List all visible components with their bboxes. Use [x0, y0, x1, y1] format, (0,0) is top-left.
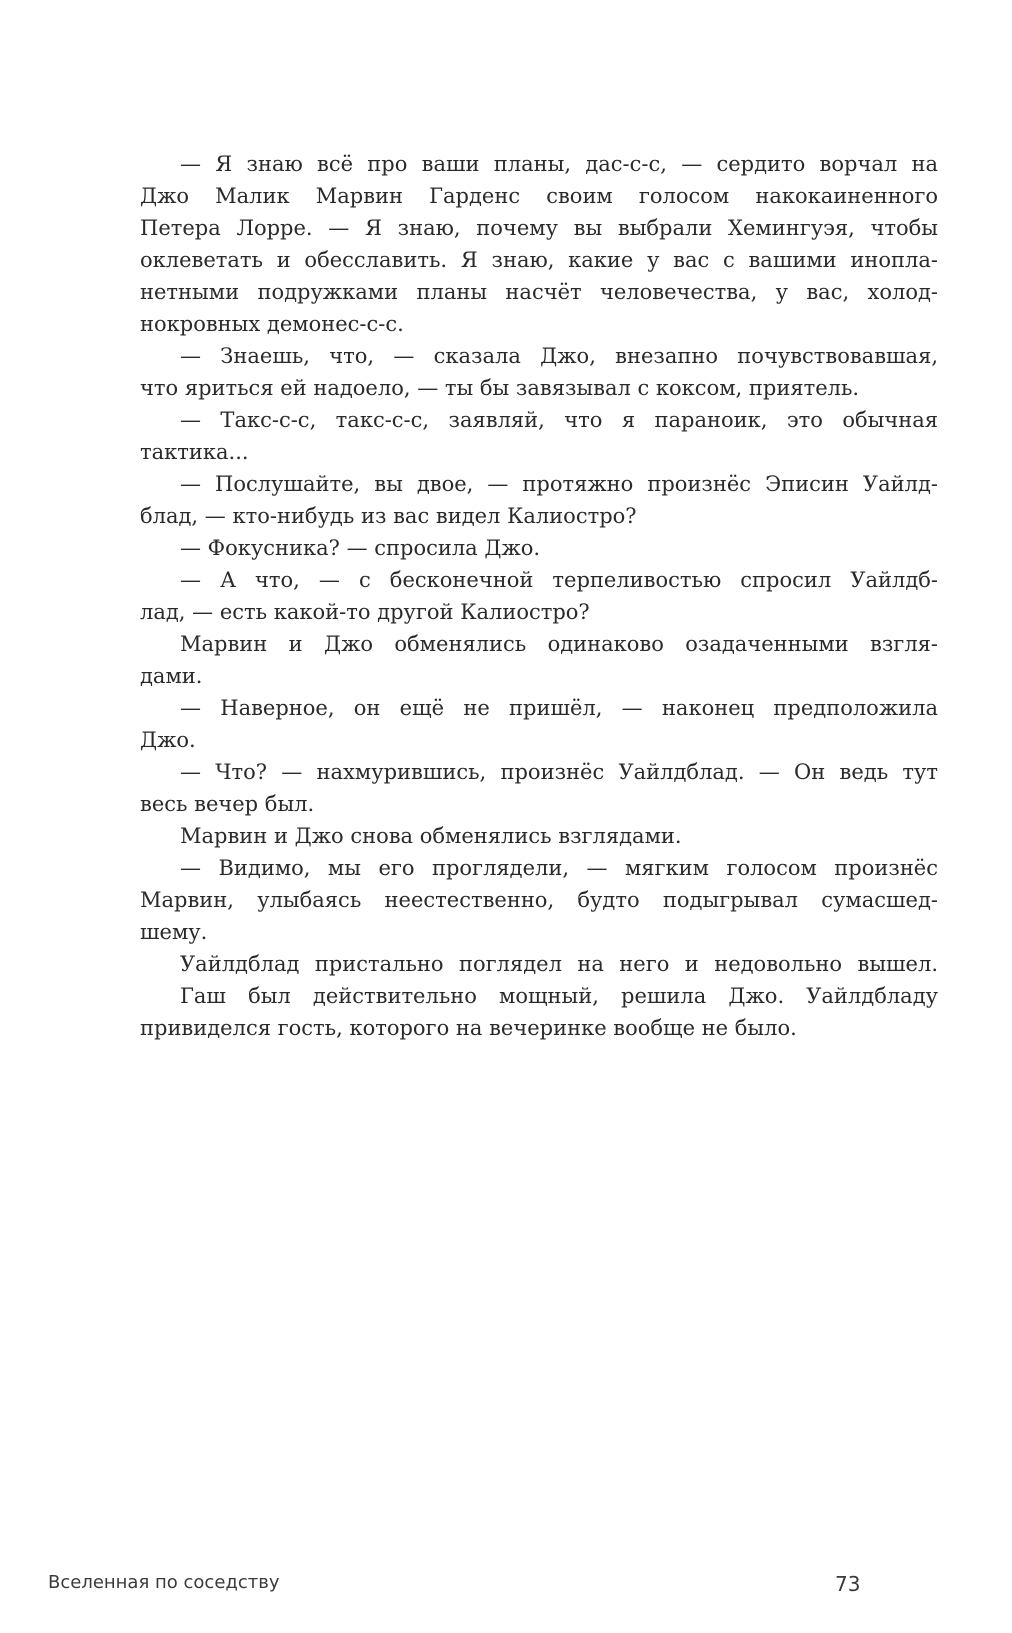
text-line: нокровных демонес-с-с.	[140, 312, 404, 336]
text-line: — Такс-с-с, такс-с-с, заявляй, что я параноик, это обычная	[180, 408, 938, 432]
text-line: — Что? — нахмурившись, произнёс Уайлдблад. — Он ведь тут	[180, 760, 938, 784]
text-line: весь вечер был.	[140, 792, 315, 816]
page-number: 73	[835, 1572, 861, 1596]
text-line: Марвин, улыбаясь неестественно, будто подыгрывал сумасшед-	[140, 888, 938, 912]
text-line: — А что, — с бесконечной терпеливостью спросил Уайлдб-	[180, 568, 938, 592]
text-line: Петера Лорре. — Я знаю, почему вы выбрали Хемингуэя, чтобы	[140, 216, 938, 240]
body-text	[140, 148, 938, 1044]
text-line: Гаш был действительно мощный, решила Джо. Уайлдбладу	[180, 984, 938, 1008]
text-line: тактика...	[140, 440, 249, 464]
text-line: что яриться ей надоело, — ты бы завязывал с коксом, приятель.	[140, 376, 860, 400]
text-line: — Фокусника? — спросила Джо.	[180, 536, 541, 560]
text-line: Джо.	[140, 728, 196, 752]
text-line: — Видимо, мы его проглядели, — мягким голосом произнёс	[180, 856, 938, 880]
text-line: — Знаешь, что, — сказала Джо, внезапно почувствовавшая,	[180, 344, 938, 368]
text-line: — Я знаю всё про ваши планы, дас-с-с, — сердито ворчал на	[180, 152, 938, 176]
text-line: шему.	[140, 920, 208, 944]
text-line: нетными подружками планы насчёт человечества, у вас, холод-	[140, 280, 938, 304]
text-line: лад, — есть какой-то другой Калиостро?	[140, 600, 590, 624]
text-line: — Послушайте, вы двое, — протяжно произнёс Эписин Уайлд-	[180, 472, 938, 496]
text-line: дами.	[140, 664, 203, 688]
running-footer-title: Вселенная по соседству	[48, 1572, 280, 1593]
text-line: Марвин и Джо снова обменялись взглядами.	[180, 824, 682, 848]
text-line: привиделся гость, которого на вечеринке вообще не было.	[140, 1016, 797, 1040]
text-line: блад, — кто-нибудь из вас видел Калиостро?	[140, 504, 637, 528]
text-line: Уайлдблад пристально поглядел на него и недовольно вышел.	[180, 952, 938, 976]
text-line: Марвин и Джо обменялись одинаково озадаченными взгля-	[180, 632, 938, 656]
text-line: оклеветать и обесславить. Я знаю, какие у вас с вашими инопла-	[140, 248, 938, 272]
text-line: Джо Малик Марвин Гарденс своим голосом накокаиненного	[140, 184, 938, 208]
text-line: — Наверное, он ещё не пришёл, — наконец предположила	[180, 696, 938, 720]
